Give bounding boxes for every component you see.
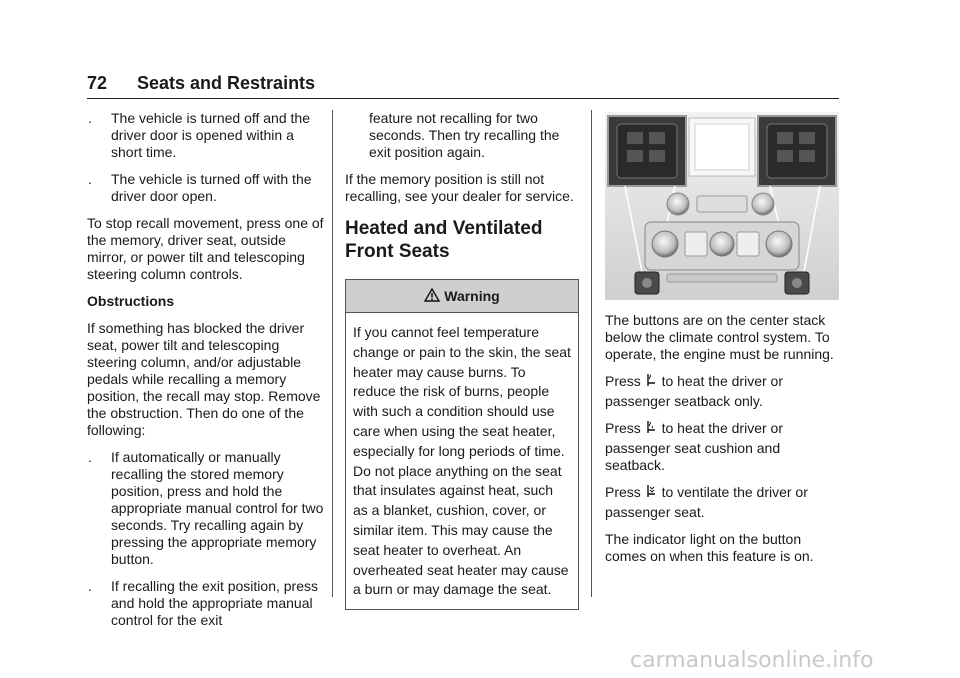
warning-text: If you cannot feel temperature change or pain to the skin, the seat heater may cause burns. To reduce the risk of burns, people with such a condition should use care when using the seat heater, especially for long periods of time. Do not place anything on the seat that insulates against heat, such as a blanket, cushion, cover, or similar item. This may cause the seat heater to overheat. An overheated seat heater may cause a burn or may damage the seat. bbox=[353, 324, 571, 598]
list-item: . The vehicle is turned off with the driver door open. bbox=[88, 171, 312, 204]
list-item: . The vehicle is turned off and the driver door is opened within a short time. bbox=[88, 110, 310, 160]
still-not-recalling-paragraph: If the memory position is still not recalling, see your dealer for service. bbox=[345, 171, 574, 204]
seat-cushion-heat-icon bbox=[646, 420, 657, 440]
list-item: . If recalling the exit position, press and hold the appropriate manual control for the exit bbox=[88, 578, 318, 628]
location-paragraph: The buttons are on the center stack below the climate control system. To operate, the engine must be running. bbox=[605, 312, 834, 362]
column-divider-right bbox=[591, 110, 592, 597]
seatback-instruction: Press to heat the driver or passenger seatback only. bbox=[605, 373, 783, 409]
list-item: . If automatically or manually recalling the stored memory position, press and hold the appropriate manual control for two seconds. Try recalling again by pressing the appropriate memory button. bbox=[88, 449, 324, 567]
seat-ventilation-icon bbox=[646, 484, 657, 504]
ventilate-instruction: Press to ventilate the driver or passenger seat. bbox=[605, 484, 808, 520]
warning-title: Warning bbox=[444, 288, 500, 304]
seatback-heat-icon bbox=[646, 373, 657, 393]
cushion-instruction: Press to heat the driver or passenger seat cushion and seatback. bbox=[605, 420, 783, 473]
section-title: Seats and Restraints bbox=[137, 73, 316, 93]
page-header bbox=[87, 70, 839, 99]
column-left bbox=[87, 110, 327, 639]
column-right bbox=[605, 110, 840, 575]
obstructions-paragraph: If something has blocked the driver seat, power tilt and telescoping steering column, and/or adjustable pedals while recalling a memory position, the recall may stop. Remove the obstruction. Then do one of the following: bbox=[87, 320, 321, 438]
warning-triangle-icon bbox=[424, 281, 440, 313]
indicator-paragraph: The indicator light on the button comes on when this feature is on. bbox=[605, 531, 814, 564]
column-divider-left bbox=[332, 110, 333, 597]
obstructions-heading: Obstructions bbox=[87, 293, 175, 309]
watermark: carmanualsonline.info bbox=[630, 648, 874, 673]
warning-header bbox=[346, 280, 578, 313]
continued-bullet-text: feature not recalling for two seconds. Then try recalling the exit position again. bbox=[369, 110, 560, 160]
center-stack-illustration bbox=[605, 112, 839, 300]
stop-recall-paragraph: To stop recall movement, press one of the memory, driver seat, outside mirror, or power tilt and telescoping steering column controls. bbox=[87, 215, 324, 282]
section-heading: Heated and Ventilated Front Seats bbox=[345, 218, 543, 262]
warning-box bbox=[345, 279, 579, 610]
column-middle bbox=[345, 110, 581, 610]
page-number: 72 bbox=[87, 73, 108, 93]
